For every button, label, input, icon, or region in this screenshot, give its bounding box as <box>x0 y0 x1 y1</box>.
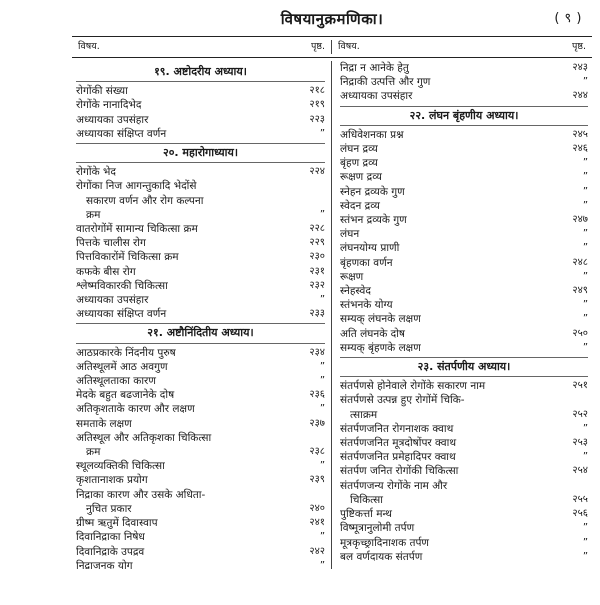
entry-page: २३२ <box>309 279 325 291</box>
entry-topic: विष्मूत्रानुलोमी तर्पण <box>340 522 415 535</box>
index-page <box>72 5 592 595</box>
entry-page: ” <box>582 422 588 434</box>
page-title: विषयानुक्रमणिका। <box>280 10 384 28</box>
entry-page: २४० <box>309 502 325 514</box>
index-entry <box>340 213 588 227</box>
entry-topic: मेदके बहुत बढजानेके दोष <box>76 389 175 402</box>
index-entry <box>76 374 325 388</box>
entry-topic: अध्यायका संक्षिप्त वर्णन <box>76 127 167 140</box>
entry-page: २५५ <box>572 493 588 505</box>
column-header-page: पृष्ठ. <box>310 41 325 52</box>
index-entry <box>76 84 325 98</box>
entry-topic: निद्राकी उत्पत्ति और गुण <box>340 76 431 89</box>
entry-topic: रोगोंकी संख्या <box>76 85 128 98</box>
entry-topic: चिकित्सा <box>350 493 383 506</box>
entry-topic: आठप्रकारके निंदनीय पुरुष <box>76 346 176 359</box>
index-entry <box>340 170 588 184</box>
entry-page: २२८ <box>309 223 325 235</box>
index-entry <box>76 208 325 222</box>
index-entry <box>340 298 588 312</box>
entry-topic: ग्रीष्म ऋतुमें दिवास्वाप <box>76 517 158 530</box>
entry-page: ” <box>319 559 325 569</box>
entry-topic: दिवानिद्राका निषेध <box>76 531 145 544</box>
entry-page: २५४ <box>572 465 588 477</box>
right-column <box>332 61 592 569</box>
entry-page: २३४ <box>309 346 325 358</box>
index-entry <box>76 98 325 112</box>
entry-topic: बल वर्णदायक संतर्पण <box>340 550 423 563</box>
index-entry <box>340 393 588 407</box>
entry-page: ” <box>319 375 325 387</box>
column-header-page: पृष्ठ. <box>571 41 586 52</box>
index-entry <box>76 165 325 179</box>
entry-page: २१८ <box>309 85 325 97</box>
entry-page: २३१ <box>309 265 325 277</box>
entry-page: २४९ <box>572 285 588 297</box>
index-entry <box>340 227 588 241</box>
index-entry <box>76 545 325 559</box>
index-entry <box>340 408 588 422</box>
entry-topic: संतर्पणसे होनेवाले रोगोंके सकारण नाम <box>340 380 486 393</box>
entry-page: २४१ <box>309 517 325 529</box>
entry-page: २३३ <box>309 308 325 320</box>
entry-page: २४४ <box>572 90 588 102</box>
entry-topic: रूक्षण द्रव्य <box>340 171 382 184</box>
entry-topic: संतर्पणजनित मूत्रदोषोंपर क्वाथ <box>340 437 457 450</box>
entry-page: २२९ <box>309 237 325 249</box>
index-entry <box>340 436 588 450</box>
entry-topic: संतर्पणसे उत्पन्न हुए रोगोंमें चिकि- <box>340 394 465 407</box>
entry-topic: निद्राका कारण और उसके अधिता- <box>76 488 206 501</box>
entry-topic: बृंहणका वर्णन <box>340 256 393 269</box>
index-columns <box>72 61 592 569</box>
index-entry <box>76 307 325 321</box>
entry-page: ” <box>582 522 588 534</box>
left-column <box>72 61 332 569</box>
entry-page: ” <box>582 228 588 240</box>
entry-topic: कफके बीस रोग <box>76 265 136 278</box>
index-entry <box>76 488 325 502</box>
index-entry <box>340 422 588 436</box>
entry-topic: लंघन <box>340 228 360 241</box>
index-entry <box>340 341 588 355</box>
entry-topic: स्तंभन द्रव्यके गुण <box>340 214 407 227</box>
entry-page: २४७ <box>572 214 588 226</box>
index-entry <box>340 128 588 142</box>
entry-page: २४३ <box>572 62 588 73</box>
index-entry <box>340 270 588 284</box>
entry-page: ” <box>582 171 588 183</box>
entry-topic: संतर्पणजनित रोगनाशक क्वाथ <box>340 422 454 435</box>
index-entry <box>76 445 325 459</box>
entry-topic: लंघनयोग्य प्राणी <box>340 242 400 255</box>
entry-topic: संतर्पणजनित प्रमेहादिपर क्वाथ <box>340 451 456 464</box>
entry-topic: अध्यायका उपसंहार <box>76 294 149 307</box>
index-entry <box>340 327 588 341</box>
entry-topic: पित्तविकारोंमें चिकित्सा क्रम <box>76 251 179 264</box>
index-entry <box>76 417 325 431</box>
entry-page: ” <box>582 341 588 353</box>
entry-page: ” <box>582 242 588 254</box>
entry-page: ” <box>319 531 325 543</box>
entry-topic: अध्यायका उपसंहार <box>76 113 149 126</box>
index-entry <box>76 402 325 416</box>
index-entry <box>76 360 325 374</box>
index-entry <box>340 521 588 535</box>
entry-topic: अध्यायका संक्षिप्त वर्णन <box>76 308 167 321</box>
index-entry <box>340 536 588 550</box>
entry-page: ” <box>319 127 325 139</box>
entry-page: २३८ <box>309 446 325 458</box>
chapter-heading: २०. महारोगाध्याय। <box>76 143 325 163</box>
entry-topic: वातरोगोंमें सामान्य चिकित्सा क्रम <box>76 223 198 236</box>
entry-page: २५२ <box>572 408 588 420</box>
entry-topic: पुष्टिकर्त्ता मन्थ <box>340 508 392 521</box>
entry-page: २४६ <box>572 143 588 155</box>
entry-page: २४८ <box>572 256 588 268</box>
entry-page: ” <box>582 313 588 325</box>
entry-topic: पित्तके चालीस रोग <box>76 237 146 250</box>
chapter-heading: २१. अष्टौनिंदितीय अध्याय। <box>76 323 325 343</box>
entry-page: ” <box>319 360 325 372</box>
column-header-topic: विषय. <box>78 41 100 52</box>
entry-topic: सम्यक् लंघनके लक्षण <box>340 313 421 326</box>
entry-topic: स्नेहस्वेद <box>340 285 371 298</box>
entry-page: ” <box>582 550 588 562</box>
index-entry <box>76 279 325 293</box>
index-entry <box>340 89 588 103</box>
index-entry <box>76 293 325 307</box>
entry-page: २३० <box>309 251 325 263</box>
index-entry <box>76 265 325 279</box>
index-entry <box>76 346 325 360</box>
index-entry <box>76 113 325 127</box>
chapter-heading: २३. संतर्पणीय अध्याय। <box>340 357 588 377</box>
entry-topic: स्नेहन द्रव्यके गुण <box>340 185 405 198</box>
entry-page: ” <box>582 199 588 211</box>
column-header-rule <box>72 57 592 58</box>
entry-page: २३६ <box>309 389 325 401</box>
entry-topic: रोगोंका निज आगन्तुकादि भेदोंसे <box>76 180 197 193</box>
index-entry <box>340 479 588 493</box>
entry-page: २४५ <box>572 128 588 140</box>
entry-page: ” <box>582 536 588 548</box>
entry-page: २२३ <box>309 113 325 125</box>
entry-topic: स्वेदन द्रव्य <box>340 199 380 212</box>
entry-page: ” <box>582 157 588 169</box>
index-entry <box>76 388 325 402</box>
entry-topic: दिवानिद्राके उपद्रव <box>76 545 145 558</box>
entry-page: २५० <box>572 327 588 339</box>
index-entry <box>340 464 588 478</box>
header-rule <box>72 36 592 37</box>
index-entry <box>340 284 588 298</box>
entry-page: ” <box>582 451 588 463</box>
entry-topic: त्साक्रम <box>350 408 378 421</box>
entry-topic: रूक्षण <box>340 270 364 283</box>
entry-page: २५३ <box>572 437 588 449</box>
index-entry <box>76 502 325 516</box>
entry-topic: संतर्पणजन्य रोगोंके नाम और <box>340 479 448 492</box>
chapter-heading: १९. अष्टोदरीय अध्याय। <box>76 63 325 82</box>
entry-topic: स्तंभनके योग्य <box>340 299 393 312</box>
entry-topic: बृंहण द्रव्य <box>340 157 378 170</box>
index-entry <box>340 241 588 255</box>
chapter-heading: २२. लंघन बृंहणीय अध्याय। <box>340 106 588 126</box>
entry-page: ” <box>319 208 325 220</box>
entry-topic: अतिस्थूलमें आठ अवगुण <box>76 360 168 373</box>
entry-topic: निद्राजनक योग <box>76 559 133 569</box>
entry-topic: श्लेष्मविकारकी चिकित्सा <box>76 279 168 292</box>
index-entry <box>340 507 588 521</box>
index-entry <box>76 473 325 487</box>
entry-topic: निद्रा न आनेके हेतु <box>340 62 409 74</box>
index-entry <box>76 516 325 530</box>
index-entry <box>340 156 588 170</box>
entry-page: २२४ <box>309 166 325 178</box>
entry-topic: सम्यक् बृंहणके लक्षण <box>340 341 421 354</box>
index-entry <box>76 431 325 445</box>
page-header <box>72 5 592 33</box>
entry-topic: क्रम <box>86 208 101 221</box>
entry-topic: अधिवेशनका प्रश्न <box>340 128 404 141</box>
index-entry <box>340 142 588 156</box>
entry-page: २५१ <box>572 380 588 392</box>
index-entry <box>340 493 588 507</box>
entry-topic: नुचित प्रकार <box>86 502 132 515</box>
index-entry <box>76 222 325 236</box>
index-entry <box>76 236 325 250</box>
column-header-topic: विषय. <box>338 41 360 52</box>
column-headers <box>72 40 592 54</box>
entry-topic: संतर्पण जनित रोगोंकी चिकित्सा <box>340 465 459 478</box>
entry-page: ” <box>319 403 325 415</box>
index-entry <box>340 185 588 199</box>
entry-topic: समताके लक्षण <box>76 417 132 430</box>
index-entry <box>76 459 325 473</box>
entry-topic: कृशतानाशक प्रयोग <box>76 474 148 487</box>
entry-topic: स्थूलव्यक्तिकी चिकित्सा <box>76 460 165 473</box>
entry-topic: अतिस्थूलताका कारण <box>76 375 156 388</box>
index-entry <box>76 179 325 193</box>
entry-topic: अतिस्थूल और अतिकृशका चिकित्सा <box>76 431 212 444</box>
page-number: ( ९ ) <box>554 11 582 26</box>
entry-topic: अध्यायका उपसंहार <box>340 90 413 103</box>
entry-page: २३७ <box>309 417 325 429</box>
index-entry <box>340 450 588 464</box>
index-entry <box>76 559 325 569</box>
entry-page: २१९ <box>309 99 325 111</box>
entry-topic: रोगोंके नानादिभेद <box>76 99 142 112</box>
entry-topic: अतिकृशताके कारण और लक्षण <box>76 403 195 416</box>
entry-page: ” <box>582 299 588 311</box>
index-entry <box>340 312 588 326</box>
entry-page: २५६ <box>572 508 588 520</box>
entry-topic: सकारण वर्णन और रोग कल्पना <box>86 194 204 207</box>
index-entry <box>76 250 325 264</box>
entry-page: २३९ <box>309 474 325 486</box>
index-entry <box>340 75 588 89</box>
index-entry <box>340 199 588 213</box>
index-entry <box>76 127 325 141</box>
index-entry <box>340 550 588 564</box>
entry-topic: क्रम <box>86 446 101 459</box>
entry-topic: रोगोंके भेद <box>76 166 117 179</box>
entry-page: २४२ <box>309 545 325 557</box>
index-entry <box>340 379 588 393</box>
index-entry <box>340 256 588 270</box>
entry-page: ” <box>582 270 588 282</box>
index-entry <box>76 530 325 544</box>
entry-topic: लंघन द्रव्य <box>340 143 378 156</box>
index-entry <box>76 194 325 208</box>
index-entry <box>340 61 588 75</box>
entry-page: ” <box>582 76 588 88</box>
entry-page: ” <box>319 294 325 306</box>
entry-page: ” <box>319 460 325 472</box>
entry-page: ” <box>582 185 588 197</box>
entry-topic: अति लंघनके दोष <box>340 327 405 340</box>
entry-topic: मूत्रकृच्छ्रादिनाशक तर्पण <box>340 536 430 549</box>
